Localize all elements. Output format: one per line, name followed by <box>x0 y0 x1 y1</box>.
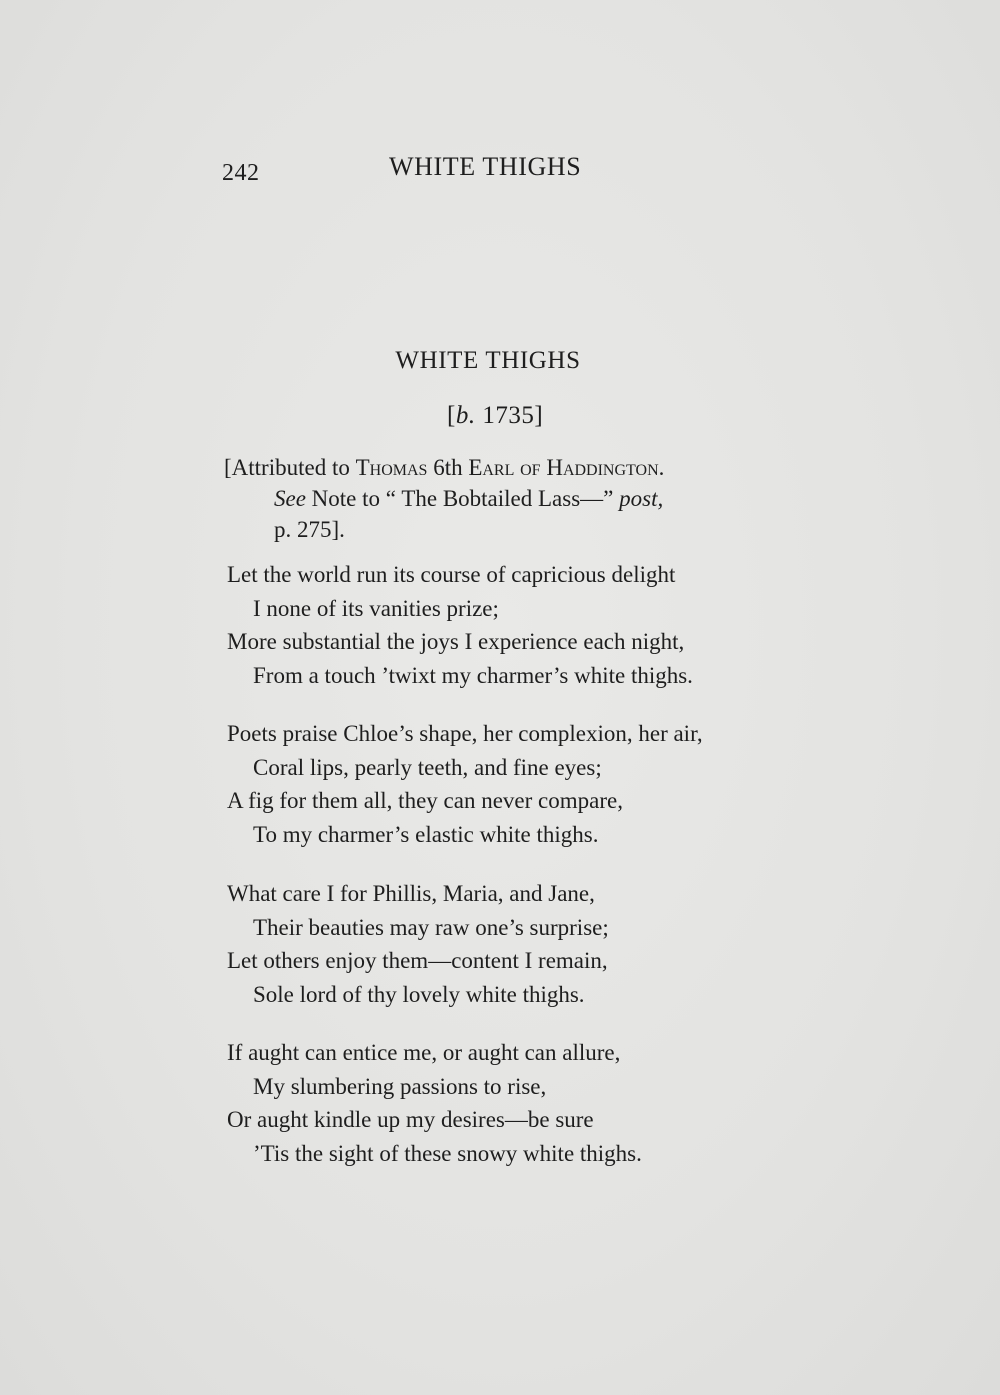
poem-line: My slumbering passions to rise, <box>253 1073 547 1099</box>
poem-title-text: WHITE THIGHS <box>395 347 581 374</box>
attribution-open: [Attributed to <box>224 455 356 480</box>
poem-line: Let others enjoy them—content I remain, <box>227 948 608 973</box>
attribution-name: Thomas <box>355 455 428 480</box>
poem-line: From a touch ’twixt my charmer’s white thighs. <box>253 662 693 688</box>
running-title: WHITE THIGHS <box>389 152 582 181</box>
stanza-1 <box>227 558 787 692</box>
attribution-see: See <box>274 486 306 511</box>
attribution-end: . <box>658 455 665 480</box>
poem-line: More substantial the joys I experience each night, <box>227 629 685 654</box>
running-head <box>222 152 762 192</box>
attribution-line-3 <box>224 514 784 545</box>
poem-line: Let the world run its course of capricious delight <box>227 562 676 587</box>
attribution-line-2 <box>224 483 784 514</box>
attribution-mid: 6th <box>427 455 469 480</box>
date-bracket: [ <box>447 402 456 429</box>
poem-line: Their beauties may raw one’s surprise; <box>253 914 609 940</box>
poem-line: If aught can entice me, or aught can allure, <box>227 1040 621 1065</box>
attribution-line-1 <box>224 452 784 483</box>
attribution-note-ref: Note to “ The Bobtailed Lass—” <box>305 486 620 511</box>
stanza-3 <box>227 877 787 1011</box>
stanza-4 <box>227 1036 787 1170</box>
poem-line: To my charmer’s elastic white thighs. <box>253 821 599 847</box>
poem-line: A fig for them all, they can never compare, <box>227 788 623 813</box>
poem-date <box>447 402 543 430</box>
attribution-title: Earl of Haddington <box>468 455 659 480</box>
poem-line: I none of its vanities prize; <box>253 595 499 621</box>
attribution-post: post, <box>619 486 664 511</box>
poem-line: ’Tis the sight of these snowy white thighs. <box>253 1140 642 1166</box>
poem-line: What care I for Phillis, Maria, and Jane, <box>227 881 595 906</box>
attribution-page-ref: p. 275]. <box>274 517 345 542</box>
poem-line: Coral lips, pearly teeth, and fine eyes; <box>253 754 602 780</box>
poem-line: Poets praise Chloe’s shape, her complexion, her air, <box>227 721 703 746</box>
attribution-note <box>224 452 784 545</box>
poem-title <box>0 347 1000 375</box>
page-number: 242 <box>222 160 260 186</box>
stanza-2 <box>227 717 787 851</box>
poem-line: Or aught kindle up my desires—be sure <box>227 1107 594 1132</box>
date-born-abbrev: b. <box>455 402 476 429</box>
date-year: 1735] <box>475 402 544 429</box>
poem-line: Sole lord of thy lovely white thighs. <box>253 981 585 1007</box>
